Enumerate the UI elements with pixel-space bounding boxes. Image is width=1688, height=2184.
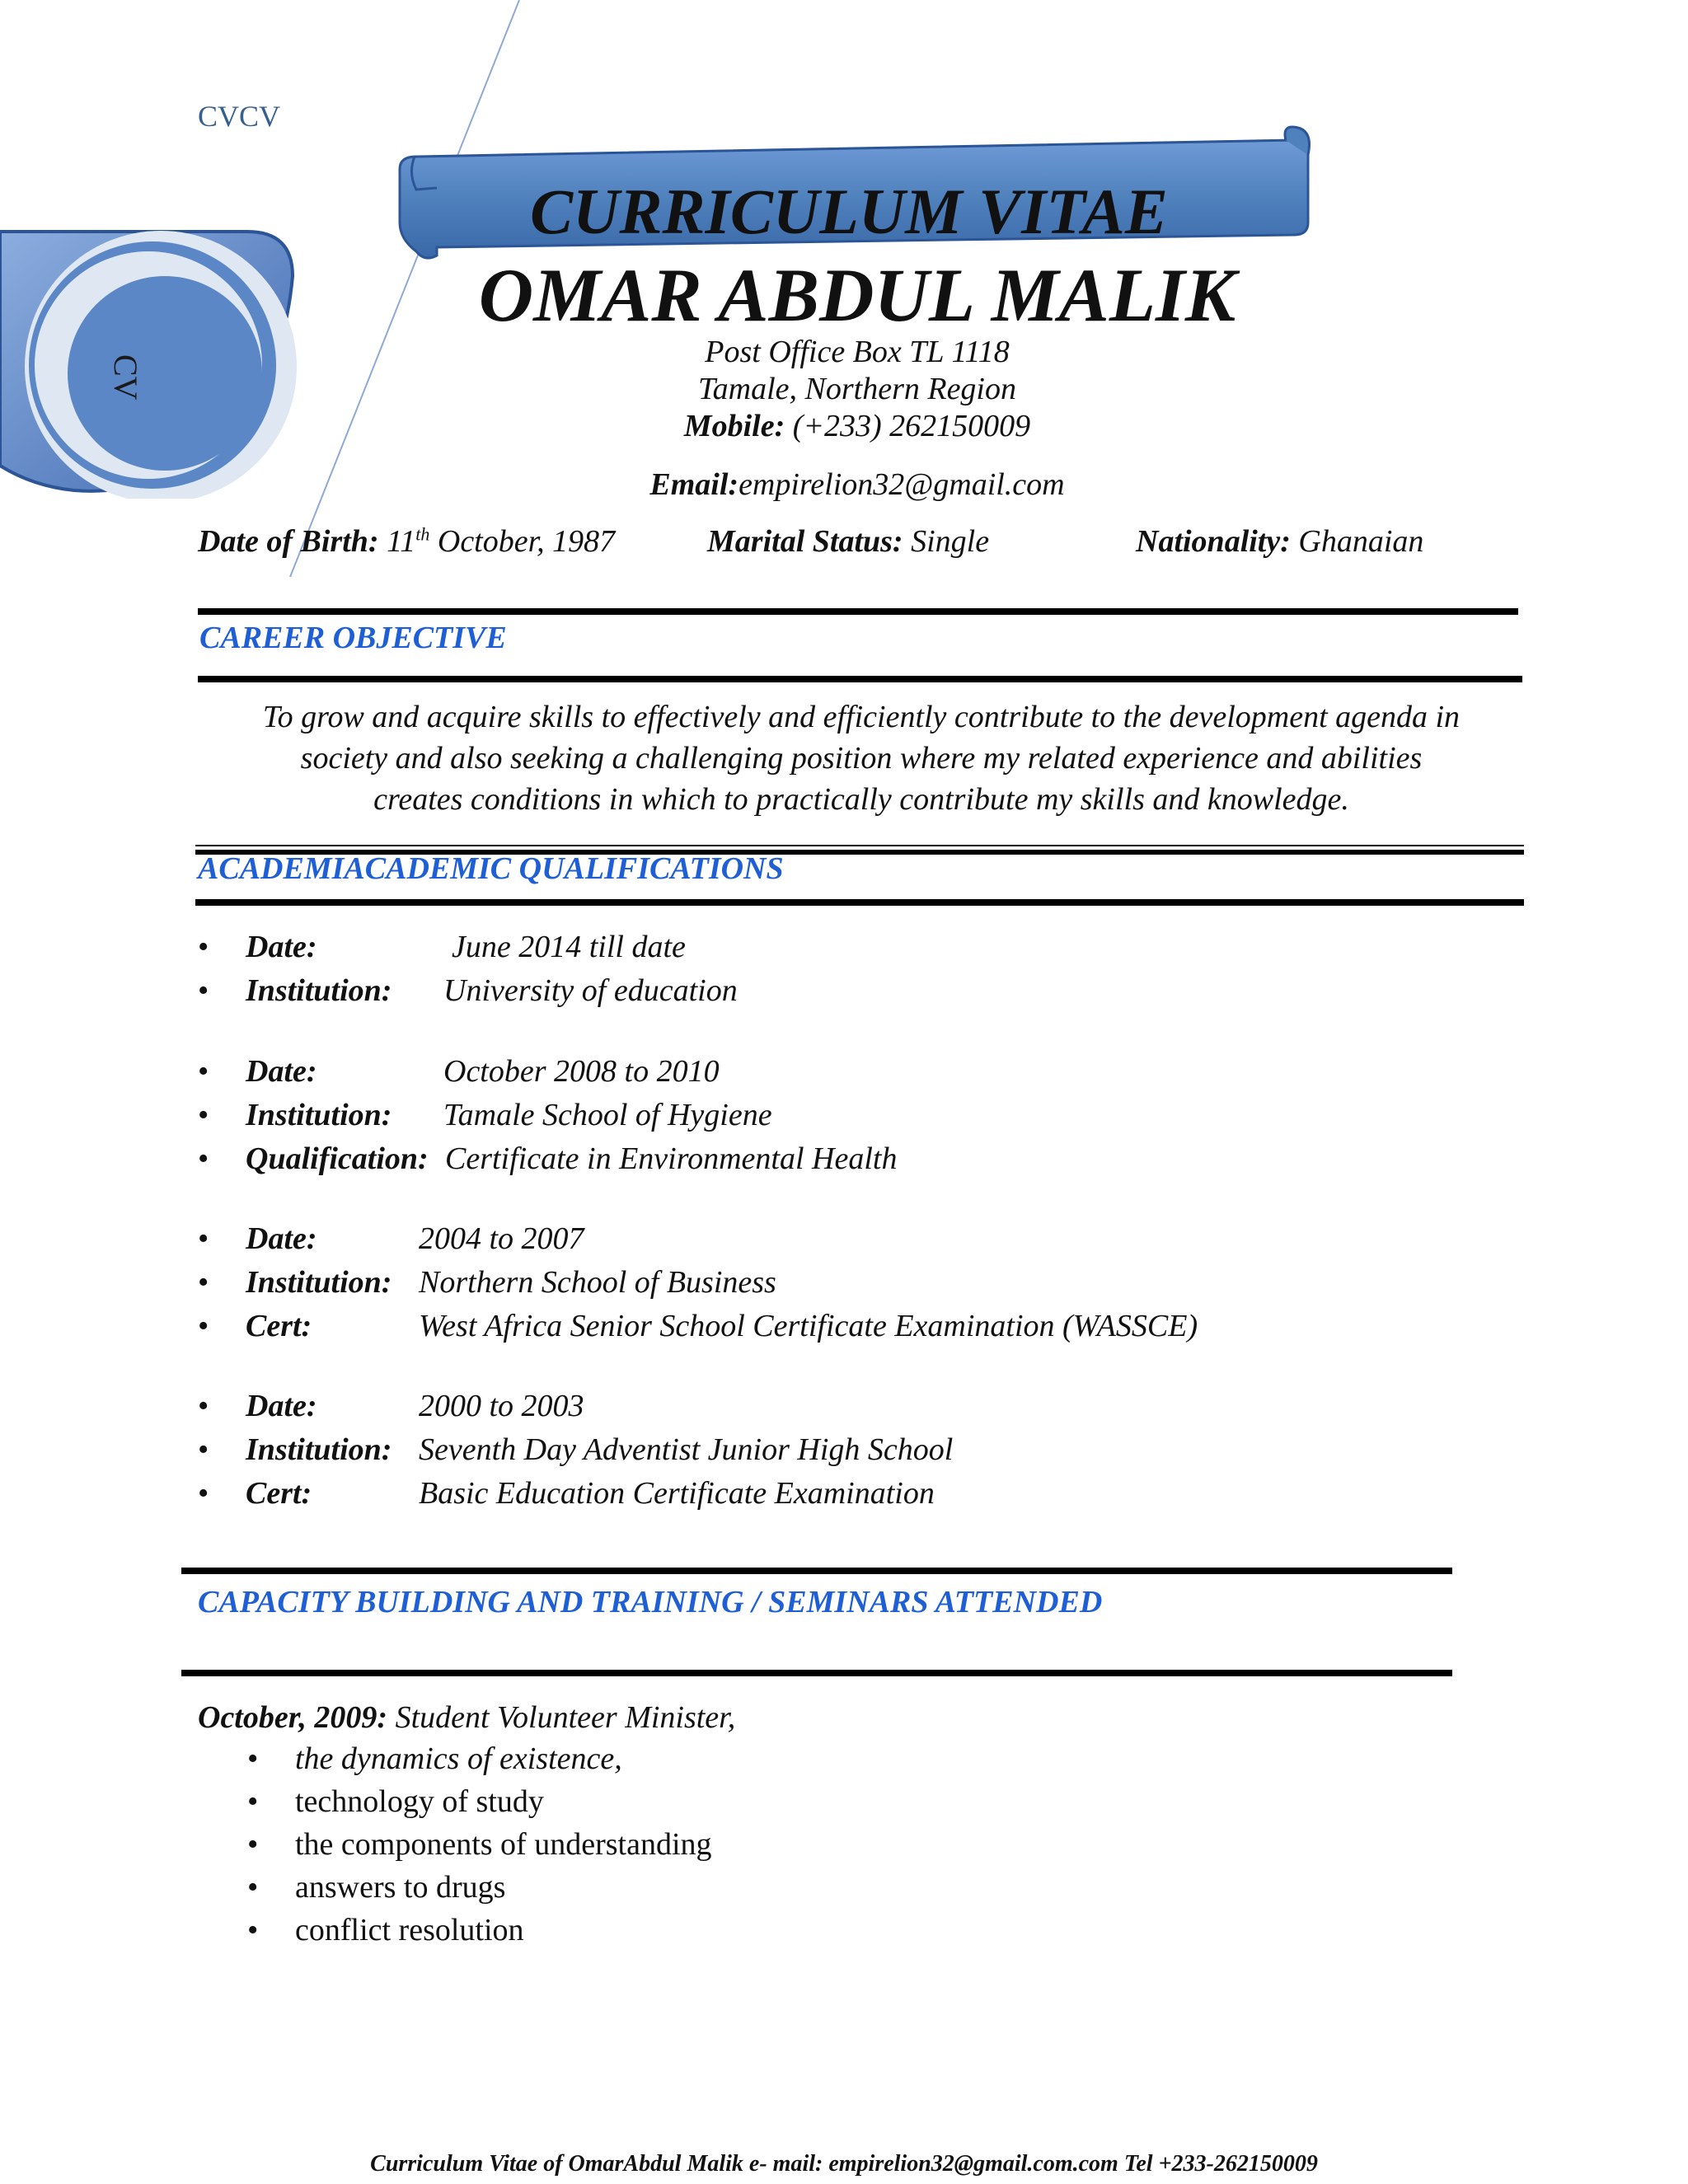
dob-label: Date of Birth:: [198, 524, 379, 559]
bullet: •: [198, 1141, 209, 1176]
header-label: CVCV: [198, 100, 281, 133]
bullet: •: [247, 1741, 259, 1776]
rule-capacity-bottom: [181, 1670, 1452, 1676]
academic-item: [198, 1432, 1517, 1469]
nationality-value: Ghanaian: [1290, 524, 1424, 559]
seminar-title: Student Volunteer Minister,: [387, 1700, 736, 1735]
seminar-item-text: answers to drugs: [295, 1870, 506, 1905]
banner-title: CURRICULUM VITAE: [530, 176, 1168, 247]
mobile-label: Mobile:: [683, 409, 785, 443]
seminar-item: [247, 1783, 1236, 1821]
seminar-date: October, 2009:: [198, 1700, 388, 1735]
academic-value: Northern School of Business: [419, 1265, 776, 1300]
mobile-value: (+233) 262150009: [785, 409, 1031, 443]
footer-prefix: Curriculum Vitae of OmarAbdul Malik e- mail:: [370, 2151, 829, 2177]
email-line: [528, 466, 1187, 503]
bullet: •: [198, 1098, 209, 1132]
footer: [0, 2151, 1688, 2177]
dob-day: 11: [378, 524, 416, 559]
academic-label: Date:: [246, 1389, 317, 1423]
dob-rest: October, 1987: [429, 524, 616, 559]
academic-value: Tamale School of Hygiene: [443, 1098, 772, 1132]
academic-label: Cert:: [246, 1309, 312, 1343]
rule-academic-bottom: [195, 899, 1524, 906]
academic-label: Date:: [246, 1221, 317, 1256]
seminar-item-text: conflict resolution: [295, 1913, 524, 1947]
bullet: •: [198, 1309, 209, 1343]
mobile-line: [528, 408, 1187, 444]
rule-career-top: [198, 608, 1518, 615]
nationality-label: Nationality:: [1136, 524, 1291, 559]
academic-value: June 2014 till date: [452, 930, 686, 964]
bullet: •: [247, 1870, 259, 1905]
email-label: Email:: [649, 467, 739, 502]
capacity-heading: CAPACITY BUILDING AND TRAINING / SEMINARS ATTENDED: [198, 1585, 1103, 1619]
academic-heading: ACADEMIACADEMIC QUALIFICATIONS: [198, 851, 784, 886]
bullet: •: [247, 1913, 259, 1947]
academic-item: [198, 1221, 1517, 1258]
academic-item: [198, 972, 1517, 1010]
academic-value: Certificate in Environmental Health: [445, 1141, 898, 1176]
bullet: •: [198, 1265, 209, 1300]
marital-value: Single: [903, 524, 990, 559]
career-objective-heading: CAREER OBJECTIVE: [199, 621, 507, 655]
academic-value: 2000 to 2003: [419, 1389, 584, 1423]
address-line-1: Post Office Box TL 1118: [705, 335, 1010, 369]
bullet: •: [247, 1827, 259, 1862]
academic-item: [198, 929, 1517, 967]
career-line-2: society and also seeking a challenging position where my related experience and abilities: [300, 741, 1423, 776]
dob-suffix: th: [415, 523, 430, 545]
academic-item: [198, 1097, 1517, 1135]
marital-status: [707, 523, 989, 560]
academic-value: Basic Education Certificate Examination: [419, 1476, 935, 1511]
seminar-item-text: technology of study: [295, 1784, 544, 1819]
seminar-heading: [198, 1699, 735, 1736]
academic-item: [198, 1308, 1517, 1346]
cv-logo: [0, 227, 297, 499]
rule-career-bottom: [198, 676, 1522, 682]
nationality: [1136, 523, 1423, 560]
academic-value: October 2008 to 2010: [443, 1054, 720, 1089]
academic-label: Institution:: [246, 1265, 392, 1300]
marital-label: Marital Status:: [707, 524, 903, 559]
bullet: •: [198, 930, 209, 964]
academic-value: University of education: [443, 973, 738, 1008]
date-of-birth: [198, 523, 615, 560]
bullet: •: [198, 1054, 209, 1089]
academic-label: Qualification:: [246, 1141, 429, 1176]
seminar-item: [247, 1826, 1236, 1864]
academic-label: Date:: [246, 930, 317, 964]
seminar-item: [247, 1912, 1236, 1950]
academic-value: 2004 to 2007: [419, 1221, 584, 1256]
academic-item: [198, 1388, 1517, 1426]
academic-item: [198, 1264, 1517, 1302]
bullet: •: [198, 1476, 209, 1511]
academic-item: [198, 1053, 1517, 1091]
footer-email[interactable]: empirelion32@gmail.com.com: [828, 2151, 1118, 2177]
bullet: •: [198, 1221, 209, 1256]
bullet: •: [247, 1784, 259, 1819]
academic-value: West Africa Senior School Certificate Examination (WASSCE): [419, 1309, 1198, 1343]
bullet: •: [198, 1432, 209, 1467]
career-objective-text: [198, 696, 1525, 820]
academic-item: [198, 1475, 1517, 1513]
seminar-item: [247, 1869, 1236, 1907]
academic-label: Date:: [246, 1054, 317, 1089]
academic-label: Institution:: [246, 973, 392, 1008]
seminar-item: [247, 1741, 1236, 1779]
academic-item: [198, 1141, 1517, 1179]
rule-capacity-top: [181, 1568, 1452, 1574]
career-line-3: creates conditions in which to practically contribute my skills and knowledge.: [373, 782, 1349, 817]
bullet: •: [198, 1389, 209, 1423]
academic-value: Seventh Day Adventist Junior High School: [419, 1432, 954, 1467]
academic-label: Institution:: [246, 1432, 392, 1467]
seminar-item-text: the dynamics of existence,: [295, 1741, 622, 1776]
email-value[interactable]: empirelion32@gmail.com: [738, 467, 1065, 502]
bullet: •: [198, 973, 209, 1008]
address-line-2: Tamale, Northern Region: [698, 372, 1016, 406]
candidate-name: OMAR ABDUL MALIK: [478, 253, 1236, 337]
cv-logo-text: CV: [107, 354, 144, 401]
seminar-item-text: the components of understanding: [295, 1827, 712, 1862]
academic-label: Institution:: [246, 1098, 392, 1132]
footer-tel: Tel +233-262150009: [1118, 2151, 1318, 2177]
career-line-1: To grow and acquire skills to effectively and efficiently contribute to the development agenda in: [262, 700, 1461, 734]
rule-academic-thin: [195, 845, 1524, 846]
academic-label: Cert:: [246, 1476, 312, 1511]
